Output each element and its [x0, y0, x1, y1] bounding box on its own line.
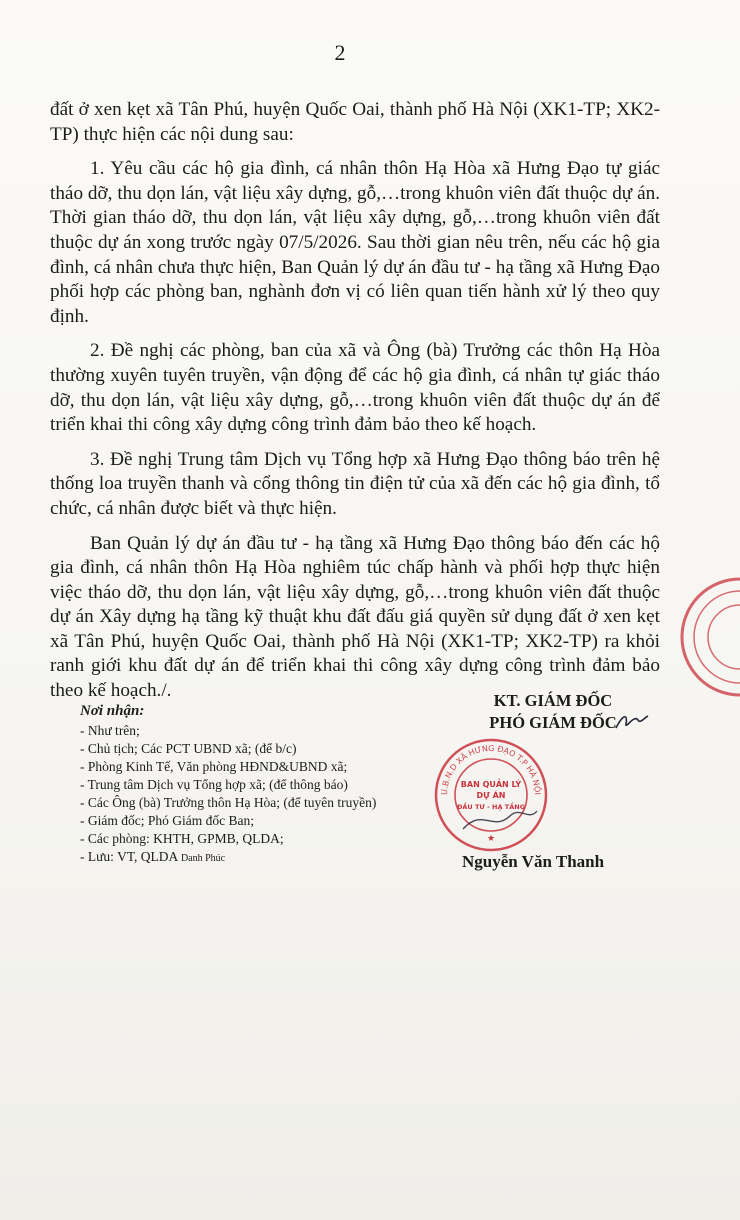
paragraph-intro-continued: đất ở xen kẹt xã Tân Phú, huyện Quốc Oai, thành phố Hà Nội (XK1-TP; XK2-TP) thực hiện các nội dung sau:: [50, 99, 660, 145]
recipient-item: - Như trên;: [80, 723, 140, 738]
recipients-block: [80, 702, 440, 868]
svg-text:★: ★: [486, 834, 496, 844]
recipient-item: - Chủ tịch; Các PCT UBND xã; (để b/c): [80, 741, 297, 756]
recipient-item: - Các Ông (bà) Trưởng thôn Hạ Hòa; (để tuyên truyền): [80, 795, 377, 810]
recipients-list: [80, 722, 440, 868]
official-seal-icon: [433, 737, 549, 853]
paragraph-item-3: 3. Đề nghị Trung tâm Dịch vụ Tổng hợp xã Hưng Đạo thông báo trên hệ thống loa truyền thanh và cổng thông tin điện tử của xã đến các hộ gia đình, tổ chức, cá nhân được biết và thực hiện.: [50, 448, 660, 519]
signature-position: PHÓ GIÁM ĐỐC: [489, 713, 617, 732]
recipient-item: - Trung tâm Dịch vụ Tổng hợp xã; (để thông báo): [80, 777, 348, 792]
seal-center-line1: BAN QUẢN LÝ: [460, 780, 522, 789]
seal-ring-text: U.B.N.D XÃ HƯNG ĐẠO T.P HÀ NỘI: [439, 743, 543, 796]
archive-author: Danh Phúc: [180, 853, 226, 864]
page-number: 2: [334, 40, 346, 65]
paragraph-item-1: 1. Yêu cầu các hộ gia đình, cá nhân thôn Hạ Hòa xã Hưng Đạo tự giác tháo dỡ, thu dọn lán, vật liệu xây dựng, gỗ,…trong khuôn viên đất thuộc dự án. Thời gian tháo dỡ, thu dọn lán, vật liệu xây dựng, gỗ,…trong khuôn viên đất thuộc dự án xong trước ngày 07/5/2026. Sau thời gian nêu trên, nếu các hộ gia đình, cá nhân chưa thực hiện, Ban Quản lý dự án đầu tư - hạ tầng xã Hưng Đạo phối hợp các phòng ban, nghành đơn vị có liên quan tiến hành xử lý theo quy định.: [50, 158, 660, 327]
seal-center-line3: ĐẦU TƯ - HẠ TẦNG: [456, 803, 526, 811]
signature-title: KT. GIÁM ĐỐC: [493, 691, 613, 710]
paragraph-item-2: 2. Đề nghị các phòng, ban của xã và Ông (bà) Trưởng các thôn Hạ Hòa thường xuyên tuyên truyền, vận động để các hộ gia đình, cá nhân tự giác tháo dỡ, thu dọn lán, vật liệu xây dựng, gỗ,…trong khuôn viên đất thuộc dự án để triển khai thi công xây dựng công trình đảm bảo theo kế hoạch.: [50, 340, 660, 436]
paragraph-closing: Ban Quản lý dự án đầu tư - hạ tầng xã Hưng Đạo thông báo đến các hộ gia đình, cá nhân thôn Hạ Hòa nghiêm túc chấp hành và phối hợp thực hiện việc tháo dỡ, thu dọn lán, vật liệu xây dựng, gỗ,…trong khuôn viên đất thuộc dự án Xây dựng hạ tầng kỹ thuật khu đất đấu giá quyền sử dụng đất ở xen kẹt xã Tân Phú, huyện Quốc Oai, thành phố Hà Nội (XK1-TP; XK2-TP) ra khỏi ranh giới khu đất dự án để triển khai thi công xây dựng công trình đảm bảo theo kế hoạch./.: [50, 532, 660, 702]
seal-center-line2: DỰ ÁN: [476, 791, 506, 800]
recipient-item-archive: [80, 848, 440, 868]
archive-label: - Lưu: VT, QLDA: [80, 849, 178, 864]
recipients-heading: Nơi nhận:: [80, 703, 145, 719]
signer-name: Nguyễn Văn Thanh: [462, 852, 605, 871]
document-body: [50, 98, 660, 714]
recipient-item: - Phòng Kinh Tế, Văn phòng HĐND&UBND xã;: [80, 759, 348, 774]
partial-seal-icon: [672, 572, 740, 702]
handwritten-initial-icon: [612, 706, 652, 736]
recipient-item: - Các phòng: KHTH, GPMB, QLDA;: [80, 831, 284, 846]
recipient-item: - Giám đốc; Phó Giám đốc Ban;: [80, 813, 254, 828]
